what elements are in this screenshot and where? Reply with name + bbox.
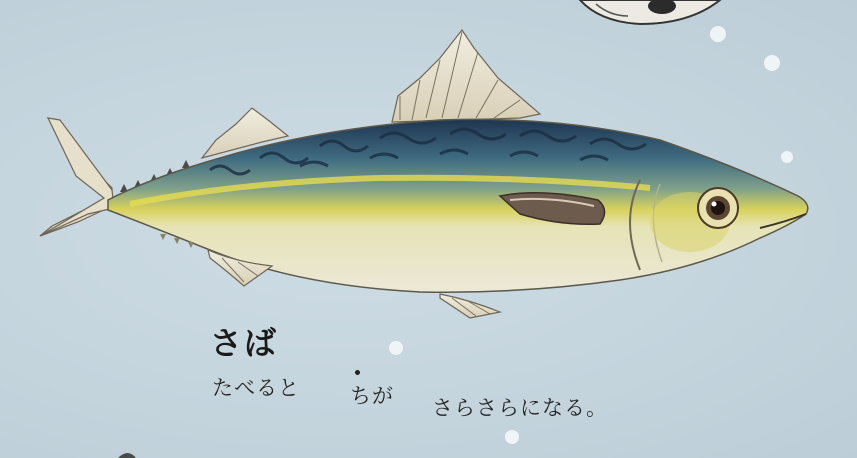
- fish-eye: [698, 188, 738, 228]
- fish-name-title: さば: [210, 324, 279, 362]
- caption-text-part2: さらさらになる。: [432, 396, 608, 420]
- partial-creature-top: [580, 0, 720, 24]
- emphasis-dot: [355, 370, 360, 375]
- caption-text-part1: たべると: [212, 376, 300, 400]
- pelvic-fin: [440, 294, 500, 318]
- caption-emphasis-word: ちが: [350, 384, 394, 408]
